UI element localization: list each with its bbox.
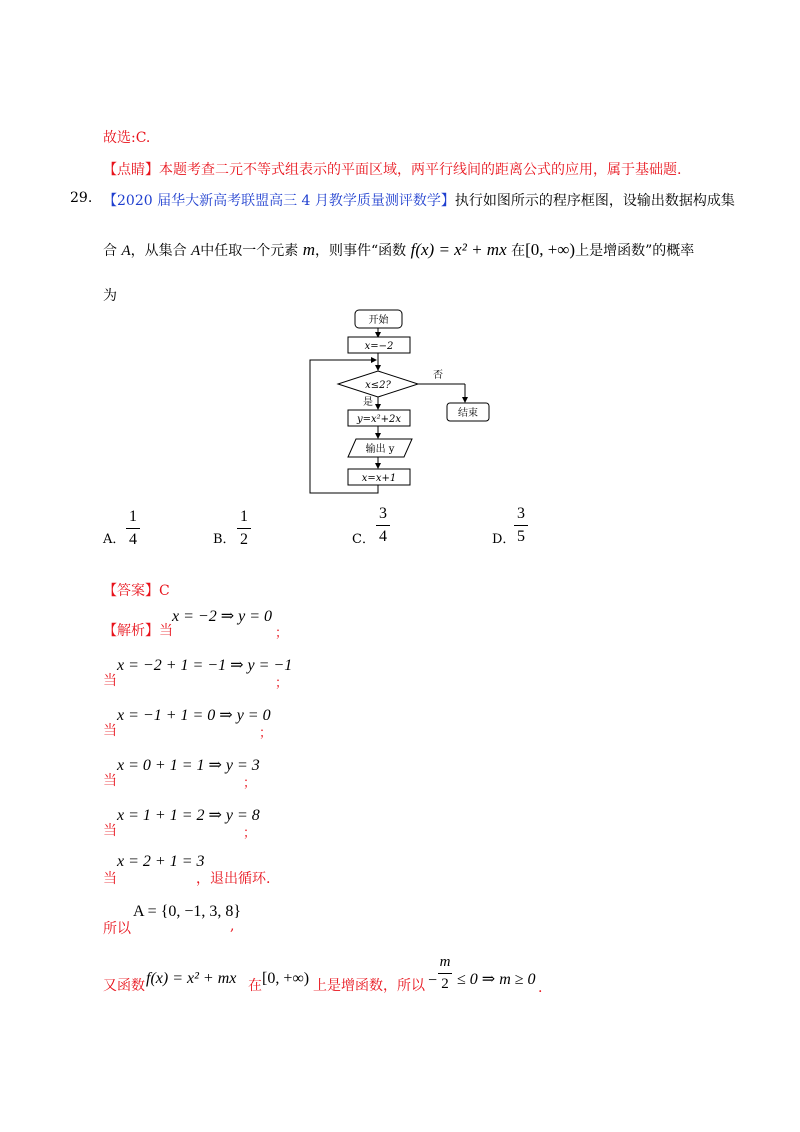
output-label: 输出 y (365, 444, 395, 455)
comment-line (103, 159, 681, 179)
when-6: 当 (103, 871, 117, 887)
set-a-result: A = {0, −1, 3, 8} (133, 903, 242, 920)
final-period: . (538, 980, 543, 996)
option-b-denominator: 2 (240, 531, 248, 548)
option-c-denominator: 4 (379, 528, 387, 545)
step-4: x = 0 + 1 = 1 ⇒ y = 3 (117, 757, 260, 774)
option-a-denominator: 4 (129, 531, 137, 548)
step-5: x = 1 + 1 = 2 ⇒ y = 8 (117, 807, 260, 824)
in-text: 在 (248, 978, 262, 994)
comment-text: 本题考查二元不等式组表示的平面区域，两平行线间的距离公式的应用，属于基础题. (159, 162, 682, 178)
m-over-2-fraction (438, 954, 452, 993)
step-3: x = −1 + 1 = 0 ⇒ y = 0 (117, 707, 271, 724)
semi-3: ； (259, 726, 273, 741)
question-text-1: 执行如图所示的程序框图，设输出数据构成集 (454, 193, 735, 209)
semi-2: ； (275, 676, 289, 691)
option-a-label: A． (103, 532, 126, 547)
q2-part-c: 中任取一个元素 (200, 243, 299, 259)
end-label: 结束 (458, 408, 478, 419)
q2-part-e: 在 (511, 243, 526, 259)
analysis-tag: 【解析】 (103, 623, 159, 639)
q2-part-d: ，则事件“函数 (314, 243, 407, 259)
set-a-symbol: A (121, 243, 131, 259)
answer-tag: 【答案】 (103, 583, 159, 599)
semi-5: ； (243, 826, 257, 841)
option-c-fraction (376, 505, 390, 546)
when-3: 当 (103, 723, 117, 739)
element-m: m (302, 240, 315, 259)
option-d-label: D． (492, 532, 516, 547)
calc-label: y=x²+2x (356, 414, 402, 425)
option-d-numerator: 3 (517, 505, 525, 522)
interval: [0, +∞) (525, 240, 576, 259)
minus-sign: − (428, 972, 438, 989)
option-d-fraction (514, 505, 528, 546)
init-label: x=−2 (364, 341, 394, 352)
step-2: x = −2 + 1 = −1 ⇒ y = −1 (117, 657, 293, 674)
final-function: f(x) = x² + mx (146, 970, 237, 987)
answer-choice-line: 故选:C. (103, 130, 151, 146)
step-6: x = 2 + 1 = 3 (117, 853, 205, 870)
q2-part-b: ，从集合 (130, 243, 187, 259)
when-1: 当 (159, 623, 173, 639)
final-conclusion: ≤ 0 ⇒ m ≥ 0 (457, 971, 536, 988)
answer-value: C (159, 583, 170, 599)
semi-1: ； (275, 626, 289, 641)
answer-line (103, 580, 170, 600)
question-number: 29. (70, 190, 93, 206)
flowchart (300, 305, 500, 500)
question-line-3: 为 (103, 288, 117, 304)
also-text: 又函数 (103, 978, 145, 994)
q2-part-a: 合 (103, 243, 117, 259)
question-line-1 (103, 190, 735, 210)
start-label: 开始 (368, 315, 389, 326)
yes-label: 是 (363, 397, 373, 408)
when-4: 当 (103, 773, 117, 789)
option-d-denominator: 5 (517, 528, 525, 545)
set-a-symbol-2: A (191, 243, 201, 259)
option-b-fraction (237, 508, 251, 549)
increasing-text: 上是增函数，所以 (313, 978, 425, 994)
function-expression: f(x) = x² + mx (410, 240, 507, 259)
condition-label: x≤2? (365, 380, 391, 391)
set-comma: , (230, 918, 235, 934)
analysis-line-1 (103, 620, 173, 640)
option-c-label: C． (352, 532, 375, 547)
option-b-label: B． (213, 532, 236, 547)
step-1: x = −2 ⇒ y = 0 (172, 608, 272, 625)
option-b-numerator: 1 (240, 508, 248, 525)
exit-loop-text: ，退出循环. (196, 871, 271, 887)
when-2: 当 (103, 673, 117, 689)
no-label: 否 (433, 370, 443, 381)
increment-label: x=x+1 (361, 473, 397, 484)
option-a-numerator: 1 (129, 508, 137, 525)
semi-4: ； (243, 776, 257, 791)
question-source: 【2020 届华大新高考联盟高三 4 月教学质量测评数学】 (103, 193, 455, 209)
q2-part-f: 上是增函数”的概率 (575, 243, 695, 259)
question-line-2 (103, 240, 694, 260)
final-interval: [0, +∞) (262, 970, 310, 987)
so-text: 所以 (103, 921, 131, 937)
option-c-numerator: 3 (379, 505, 387, 522)
comment-tag: 【点睛】 (103, 162, 159, 178)
when-5: 当 (103, 823, 117, 839)
frac-numerator: m (439, 954, 451, 970)
frac-denominator: 2 (441, 976, 449, 992)
option-a-fraction (126, 508, 140, 549)
